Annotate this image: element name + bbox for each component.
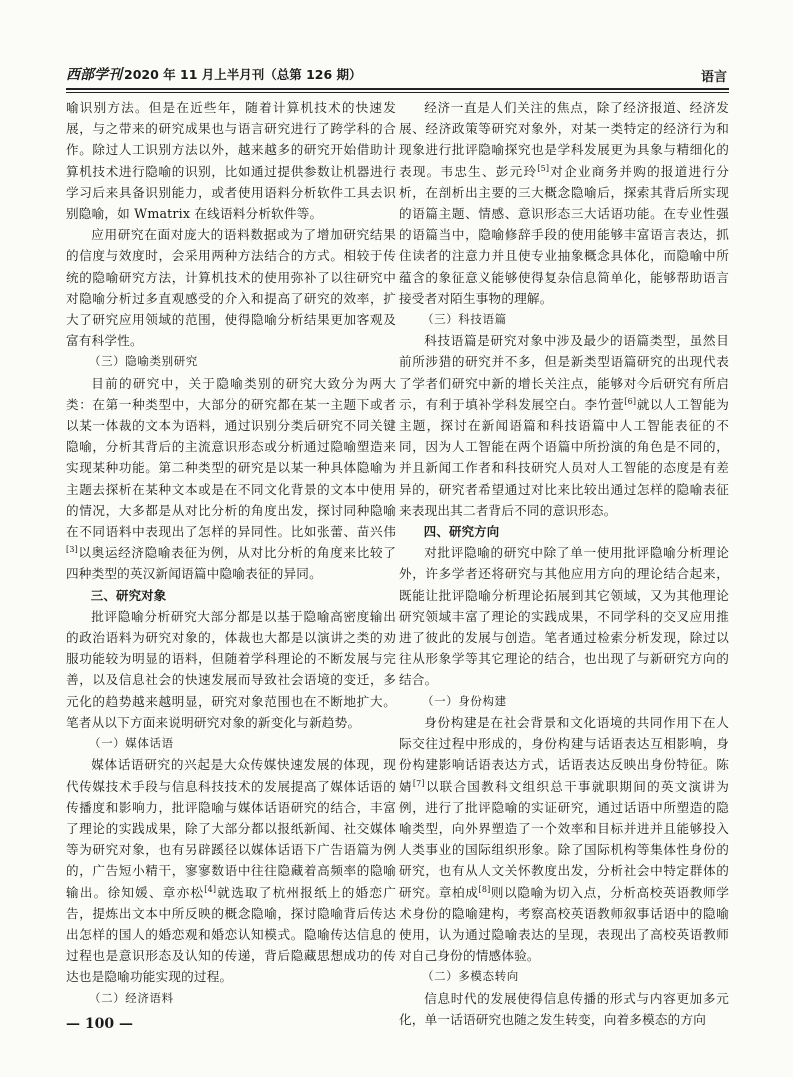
citation: [8] [478,884,491,894]
paragraph: 信息时代的发展使得信息传播的形式与内容更加多元化，单一话语研究也随之发生转变，向着多模态的方向 [399,990,729,1027]
paragraph [399,97,729,309]
right-column [399,97,729,1030]
left-column [66,97,396,1009]
paragraph [399,712,729,966]
page-number: — 100 — [66,1016,133,1032]
section-heading: 四、研究方向 [423,524,500,540]
paragraph-text: 则以隐喻为切入点，分析高校英语教师学术身份的隐喻建构，考察高校英语教师叙事话语中的隐喻使用，认为通过隐喻表达的呈现，表现出了高校英语教师对自己身份的情感体验。 [399,884,729,964]
paragraph-text: 就选取了杭州报纸上的婚恋广告，提炼出文本中所反映的概念隐喻，探讨隐喻背后传达出怎样的国人的婚恋观和婚恋认知模式。隐喻传达信息的过程也是意识形态及认知的传递，背后隐藏思想成功的传达也是隐喻功能实现的过程。 [66,884,397,985]
paragraph-text: 科技语篇是研究对象中涉及最少的语篇类型，虽然目前所涉猎的研究并不多，但是新类型语篇研究的出现代表了学者们研究中新的增长关注点，能够对今后研究有所启示，有利于填补学科发展空白。李竹萱 [399,333,729,412]
section-heading: 三、研究对象 [90,587,167,603]
paragraph [399,330,729,521]
subsection-heading: （一）媒体话语 [89,736,174,751]
journal-logo: 西部学刊 [66,67,122,83]
paragraph-text: 媒体话语研究的兴起是大众传媒快速发展的体现，现代传媒技术手段与信息科技技术的发展提高了媒体话语的传播度和影响力，批评隐喻与媒体话语研究的结合，丰富了理论的实践成果，除了大部分都以报纸新闻、社交媒体等为研究对象，也有另辟蹊径以媒体话语下广告语篇为例的，广告短小精干，寥寥数语中往往隐藏着高频率的隐喻输出。徐知媛、章亦松 [66,757,396,900]
running-header [66,66,729,88]
subsection-heading: （一）身份构建 [422,693,507,708]
journal-info [66,64,362,84]
subsection-heading: （三）科技语篇 [422,312,507,327]
paragraph: 应用研究在面对庞大的语料数据或为了增加研究结果的信度与效度时，会采用两种方法结合的方式。相较于传统的隐喻研究方法，计算机技术的使用弥补了以往研究中对隐喻分析过多直观感受的介入和提高了研究的效率，扩大了研究应用领域的范围，使得隐喻分析结果更加客观及富有科学性。 [66,227,396,349]
paragraph-text: 以联合国教科文组织总干事就职期间的英文演讲为例，进行了批评隐喻的实证研究，通过话语中所塑造的隐喻类型，向外界塑造了一个效率和目标并进并且能够投入人类事业的国际组织形象。除了国际机构等集体性身份的研究，也有从人文关怀教度出发，分析社会中特定群体的研究。章柏成 [399,778,730,900]
citation: [6] [624,396,637,406]
paragraph-text: 就以人工智能为主题，探讨在新闻语篇和科技语篇中人工智能表征的不同，因为人工智能在两个语篇中所扮演的角色是不同的，并且新闻工作者和科技研究人员对人工智能的态度是有差异的，研究者希望通过对比来比较出通过怎样的隐喻表征来表现出其二者背后不同的意识形态。 [399,396,729,518]
paragraph [66,754,396,987]
subsection-heading: （二）多模态转向 [422,969,519,984]
header-rule-thin [66,92,729,93]
citation: [3] [66,545,78,555]
paragraph-text: 目前的研究中，关于隐喻类别的研究大致分为两大类：在第一种类型中，大部分的研究都在某一主题下或者以某一体裁的文本为语料，通过识别分类后研究不同关键隐喻，分析其背后的主流意识形态或分析通过隐喻塑造来实现某种功能。第二种类型的研究是以某一种具体隐喻为主题去探析在某种文本或是在不同文化背景的文本中使用的情况，大多都是从对比分析的角度出发，探讨同种隐喻在不同语料中表现出了怎样的异同性。比如张蕾、苗兴伟 [66,375,396,540]
citation: [5] [537,163,550,173]
citation: [7] [412,778,425,788]
paragraph: 对批评隐喻的研究中除了单一使用批评隐喻分析理论外，许多学者还将研究与其他应用方向的理论结合起来，既能让批评隐喻分析理论拓展到其它领域，又为其他理论研究领域丰富了理论的实践成果，不同学科的交叉应用推进了彼此的发展与创造。笔者通过检索分析发现，除过以往从形象学等其它理论的结合，也出现了与新研究方向的结合。 [399,545,729,688]
paragraph-text: 以奥运经济隐喻表征为例，从对比分析的角度来比较了四种类型的英汉新闻语篇中隐喻表征的异同。 [66,545,396,582]
paragraph: 批评隐喻分析研究大部分都是以基于隐喻高密度输出的政治语料为研究对象的，体裁也大都是以演讲之类的劝服功能较为明显的语料，但随着学科理论的不断发展与完善，以及信息社会的快速发展而导致社会语境的变迁，多元化的趋势越来越明显，研究对象范围也在不断地扩大。笔者从以下方面来说明研究对象的新变化与新趋势。 [66,608,396,730]
paragraph-text: 经济一直是人们关注的焦点，除了经济报道、经济发展、经济政策等研究对象外，对某一类特定的经济行为和现象进行批评隐喻探究也是学科发展更为具象与精细化的表现。韦忠生、彭元玲 [399,100,729,179]
subsection-heading: （三）隐喻类别研究 [89,354,198,369]
issue-info: 2020 年 11 月上半月刊（总第 126 期） [124,67,362,82]
header-rule [66,88,729,90]
paragraph-text: 对企业商务并购的报道进行分析，在剖析出主要的三大概念隐喻后，探索其背后所实现的语篇主题、情感、意识形态三大话语功能。在专业性强的语篇当中，隐喻修辞手段的使用能够丰富语言表达，抓住读者的注意力并且使专业抽象概念具体化，而隐喻中所蕴含的象征意义能够使得复杂信息简单化，能够帮助语言接受者对陌生事物的理解。 [399,163,730,306]
citation: [4] [204,884,217,894]
section-label: 语言 [700,70,727,85]
subsection-heading: （二）经济语料 [89,990,174,1005]
paragraph [66,373,396,585]
paragraph: 喻识别方法。但是在近些年，随着计算机技术的快速发展，与之带来的研究成果也与语言研究进行了跨学科的合作。除过人工识别方法以外，越来越多的研究开始借助计算机技术进行隐喻的识别，比如通过提供参数让机器进行学习后来具备识别能力，或者使用语料分析软件工具去识别隐喻，如 Wmatrix 在线语料分析软件等。 [66,100,396,222]
paragraph-text: 身份构建是在社会背景和文化语境的共同作用下在人际交往过程中形成的，身份构建与话语表达互相影响，身份构建影响话语表达方式，话语表达反映出身份特征。陈婧 [399,714,729,794]
